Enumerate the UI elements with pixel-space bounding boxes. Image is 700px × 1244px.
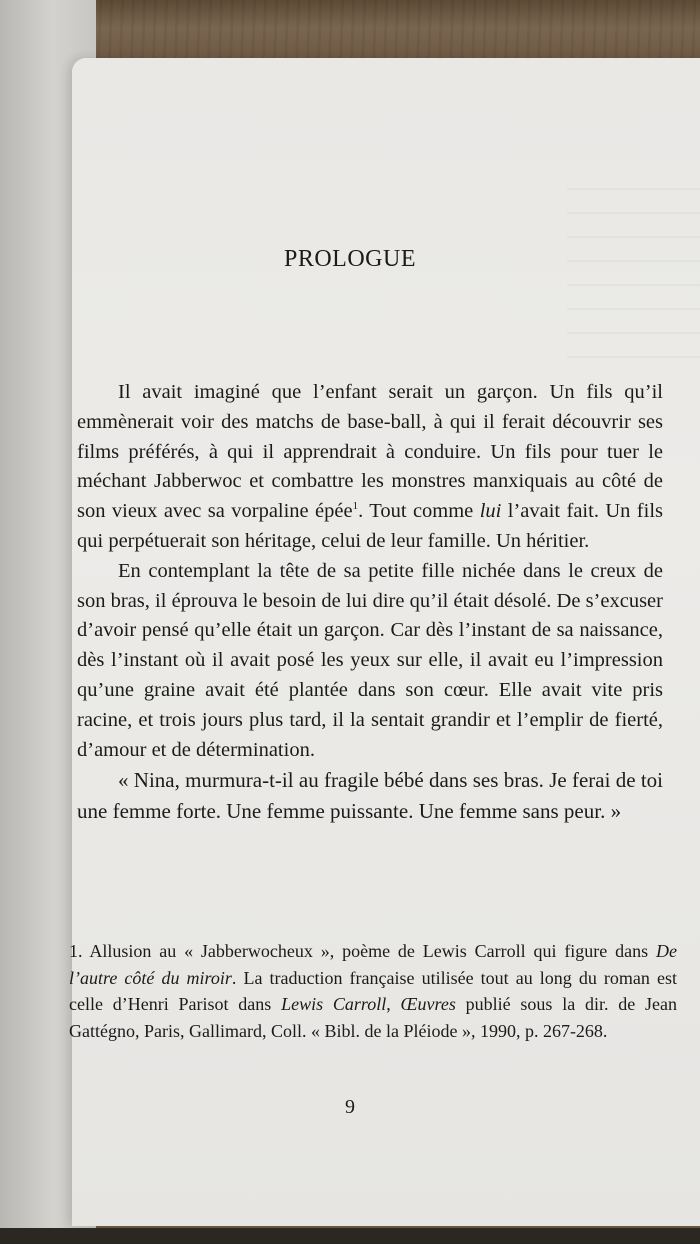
footnote-author-title: Lewis Carroll [281, 994, 387, 1014]
paragraph-2: En contemplant la tête de sa petite fille nichée dans le creux de son bras, il éprouva le besoin de lui dire qu’il était désolé. De s’excuser d’avoir pensé qu’elle était un garçon. Car dès l’instant de sa naissance, dès l’instant où il avait posé les yeux sur elle, il avait eu l’impression qu’une graine avait été plantée dans son cœur. Elle avait vite pris racine, et trois jours plus tard, il la sentait grandir et l’emplir de fierté, d’amour et de détermination. [77, 559, 663, 761]
paragraph-1 [77, 378, 663, 557]
footnote [69, 938, 677, 1044]
footnote-oeuvres-title: Œuvres [400, 994, 456, 1014]
paragraph-1-text-a: Il avait imaginé que l’enfant serait un garçon. Un fils qu’il emmènerait voir des matchs de base-ball, à qui il ferait découvrir ses films préférés, à qui il apprendrait à conduire. Un fils pour tuer le méchant Jabberwoc et combattre les monstres manxiquais au côté de son vieux avec sa vorpaline épée [77, 381, 663, 523]
footnote-part-7: publié sous la dir. de Jean Gattégno, Paris, Gallimard, Coll. « Bibl. de la Pléiode », 1990, p. 267-268. [69, 994, 678, 1041]
dark-surface-edge [0, 1228, 700, 1244]
prologue-body [77, 378, 663, 827]
chapter-title: PROLOGUE [283, 246, 416, 272]
footnote-reference: 1 [352, 500, 359, 513]
footnote-work-title: De l’autre côté du miroir [69, 941, 677, 988]
paragraph-1-text-b: . Tout comme [358, 500, 480, 523]
paragraph-1-text-c: l’avait fait. Un fils qui perpétuerait son héritage, celui de leur famille. Un héritier. [77, 500, 663, 552]
show-through-text [567, 188, 700, 378]
footnote-part-3: . La traduction française utilisée tout au long du roman est celle d’Henri Parisot dans [69, 967, 677, 1014]
footnote-text [69, 938, 677, 1044]
footnote-part-5: , [386, 994, 401, 1014]
paragraph-1-emphasis: lui [479, 500, 502, 523]
page-number: 9 [345, 1096, 355, 1118]
paragraph-3: « Nina, murmura-t-il au fragile bébé dans ses bras. Je ferai de toi une femme forte. Une femme puissante. Une femme sans peur. » [77, 768, 663, 824]
footnote-part-1: 1. Allusion au « Jabberwocheux », poème de Lewis Carroll qui figure dans [69, 941, 656, 961]
